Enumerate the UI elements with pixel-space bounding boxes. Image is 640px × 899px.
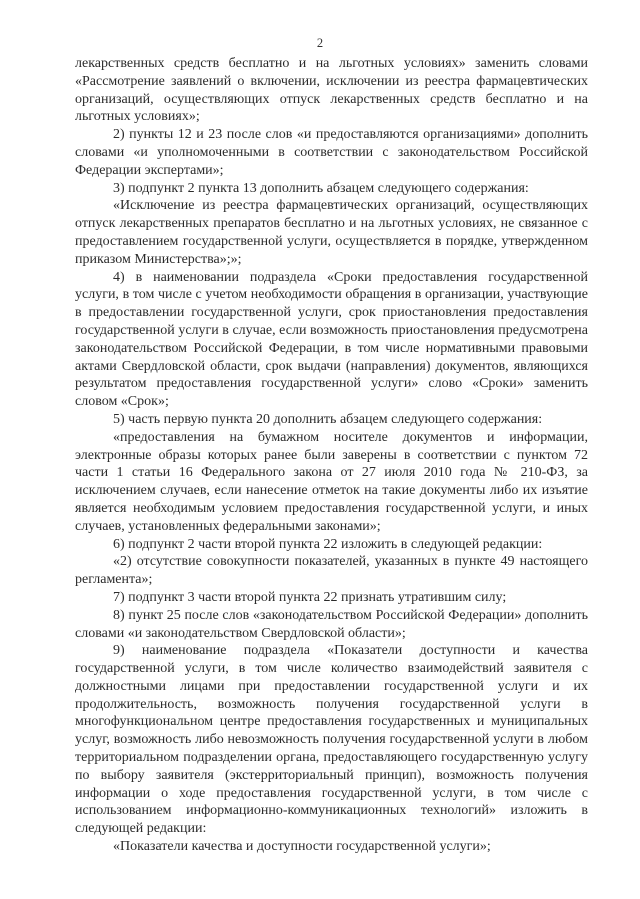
paragraph-quote-new-title: «Показатели качества и доступности государственной услуги»; — [113, 839, 491, 855]
paragraph-item-5: 5) часть первую пункта 20 дополнить абзацем следующего содержания: — [113, 411, 543, 427]
paragraph-quote-indicators: «2) отсутствие совокупности показателей, указанных в пункте 49 настоящего регламента»; — [75, 554, 588, 588]
paragraph-item-8: 8) пункт 25 после слов «законодательством Российской Федерации» дополнить словами «и законодательством Свердловской области»; — [75, 607, 588, 641]
paragraph-item-7: 7) подпункт 3 части второй пункта 22 признать утратившим силу; — [113, 589, 507, 605]
paragraph-quote-exclusion: «Исключение из реестра фармацевтических организаций, осуществляющих отпуск лекарственных препаратов бесплатно и на льготных условиях, не связанное с предоставлением государственной услуги, осуществляется в порядке, утвержденном приказом Министерства»;»; — [75, 198, 588, 267]
page-number: 2 — [316, 36, 324, 50]
paragraph-item-6: 6) подпункт 2 части второй пункта 22 изложить в следующей редакции: — [113, 536, 543, 552]
paragraph-item-4: 4) в наименовании подраздела «Сроки предоставления государственной услуги, в том числе с учетом необходимости обращения в организации, участвующие в предоставлении государственной услуги, срок приостановления предоставления государственной услуги в случае, если возможность приостановления предусмотрена законодательством Российской Федерации, в том числе нормативными правовыми актами Свердловской области, срок выдачи (направления) документов, являющихся результатом предоставления государственной услуги» слово «Сроки» заменить словом «Срок»; — [75, 269, 588, 410]
paragraph-continuation: лекарственных средств бесплатно и на льготных условиях» заменить словами «Рассмотрение заявлений о включении, исключении из реестра фармацевтических организаций, осуществляющих отпуск лекарственных средств бесплатно и на льготных условиях»; — [75, 56, 588, 125]
paragraph-item-2: 2) пункты 12 и 23 после слов «и предоставляются организациями» дополнить словами «и уполномоченными в соответствии с законодательством Российской Федерации экспертами»; — [75, 127, 588, 178]
paragraph-item-3: 3) подпункт 2 пункта 13 дополнить абзацем следующего содержания: — [113, 180, 529, 196]
document-body — [75, 55, 588, 856]
paragraph-quote-paper-documents: «предоставления на бумажном носителе документов и информации, электронные образы которых ранее были заверены в соответствии с пунктом 72 части 1 статьи 16 Федерального закона от 27 июля 2010 года № 210-ФЗ, за исключением случаев, если нанесение отметок на такие документы либо их изъятие является необходимым условием предоставления государственной услуги, и иных случаев, установленных федеральными законами»; — [75, 429, 588, 534]
paragraph-item-9: 9) наименование подраздела «Показатели доступности и качества государственной услуги, в том числе количество взаимодействий заявителя с должностными лицами при предоставлении государственной услуги и их продолжительность, возможность получения государственной услуги в многофункциональном центре предоставления государственных и муниципальных услуг, возможность либо невозможность получения государственной услуги в любом территориальном подразделении органа, предоставляющего государственную услугу по выбору заявителя (экстерриториальный принцип), возможность получения информации о ходе предоставления государственной услуги, в том числе с использованием информационно-коммуникационных технологий» изложить в следующей редакции: — [75, 643, 588, 837]
